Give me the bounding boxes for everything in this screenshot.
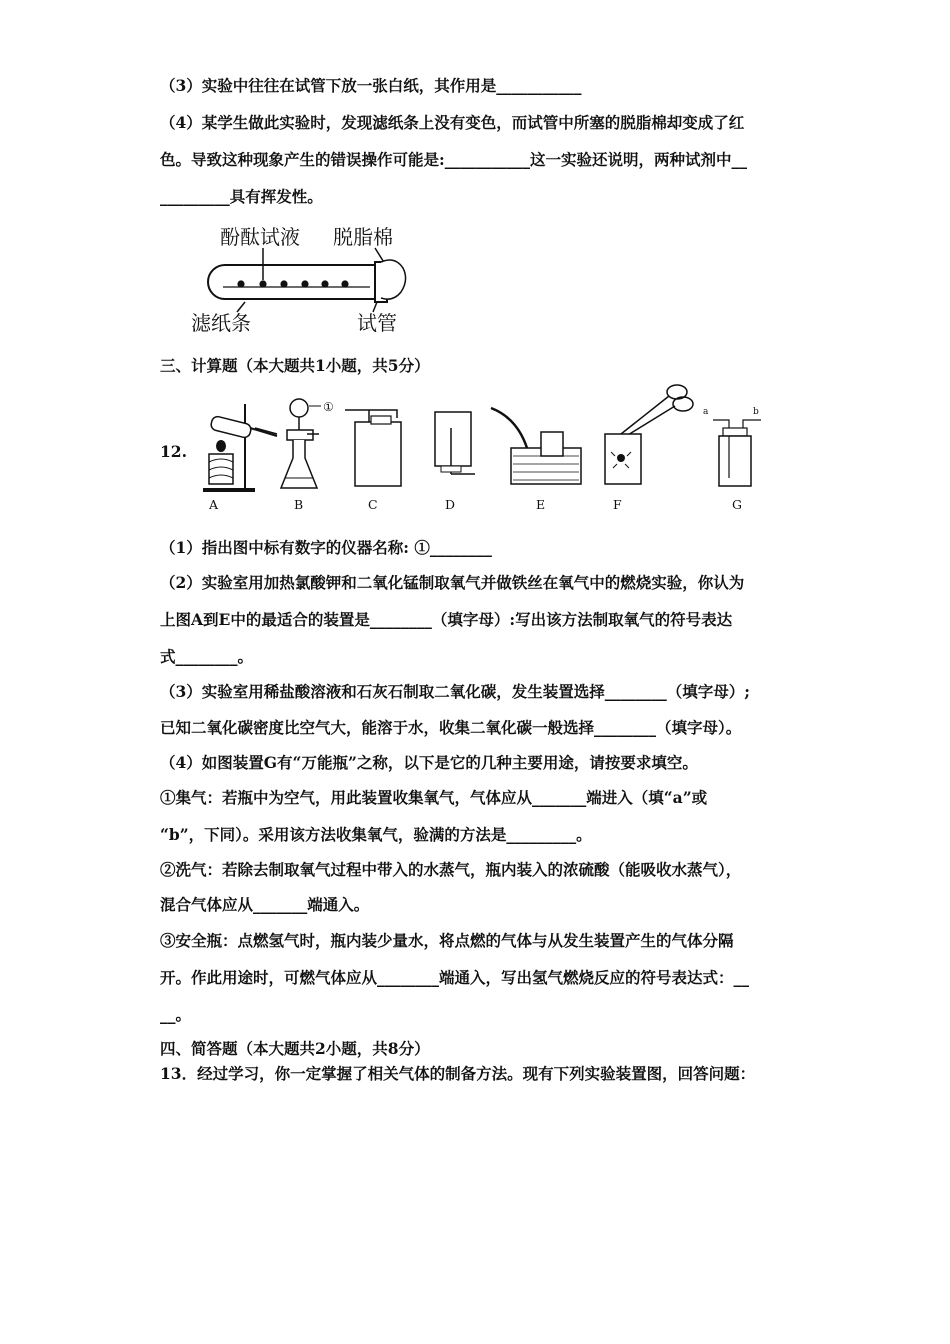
apparatus-figure xyxy=(195,378,775,518)
q12-part4-item1-line1: ①集气：若瓶中为空气，用此装置收集氧气，气体应从_______端进入（填“a”或 xyxy=(160,788,708,807)
cotton-plug xyxy=(381,260,406,299)
q12-part1: （1）指出图中标有数字的仪器名称: ①________ xyxy=(160,538,492,557)
label-a: A xyxy=(209,497,219,512)
label-e: E xyxy=(536,497,546,512)
drop xyxy=(341,280,348,287)
drop xyxy=(280,280,287,287)
marker-1: ① xyxy=(323,400,334,414)
apparatus-a xyxy=(203,404,277,512)
label-f: F xyxy=(613,497,622,512)
label-g: G xyxy=(732,497,742,512)
q13-text: 13．经过学习，你一定掌握了相关气体的制备方法。现有下列实验装置图，回答问题： xyxy=(160,1064,756,1083)
q11-part4-line1: （4）某学生做此实验时，发现滤纸条上没有变色，而试管中所塞的脱脂棉却变成了红 xyxy=(160,113,745,132)
apparatus-c xyxy=(345,410,401,512)
port-a-label: a xyxy=(703,407,709,417)
label-cotton: 脱脂棉 xyxy=(333,225,393,249)
drop xyxy=(259,280,266,287)
drop xyxy=(237,280,244,287)
q12-part4-item3-line1: ③安全瓶：点燃氢气时，瓶内装少量水，将点燃的气体与从发生装置产生的气体分隔 xyxy=(160,931,734,950)
test-tube xyxy=(208,265,375,299)
label-test-tube: 试管 xyxy=(357,311,397,335)
apparatus-e xyxy=(491,408,581,512)
q12-part3-line1: （3）实验室用稀盐酸溶液和石灰石制取二氧化碳，发生装置选择________（填字母）; xyxy=(160,682,751,701)
q11-part4-line3: _________具有挥发性。 xyxy=(160,187,323,206)
q12-part4-item1-line2: “b”，下同）。采用该方法收集氧气，验满的方法是_________。 xyxy=(160,825,592,844)
apparatus-b xyxy=(281,399,334,512)
drop xyxy=(321,280,328,287)
q12-part4-item3-line2: 开。作此用途时，可燃气体应从________端通入，写出氢气燃烧反应的符号表达式：__ xyxy=(160,968,750,987)
apparatus-f xyxy=(605,385,693,512)
label-d: D xyxy=(445,497,456,512)
q12-part2-line3: 式________。 xyxy=(160,647,254,666)
apparatus-g xyxy=(703,407,761,512)
label-b: B xyxy=(294,497,304,512)
label-filter-paper: 滤纸条 xyxy=(191,311,251,335)
q12-part4-intro: （4）如图装置G有“万能瓶”之称，以下是它的几种主要用途，请按要求填空。 xyxy=(160,753,698,772)
label-c: C xyxy=(368,497,378,512)
q12-part2-line1: （2）实验室用加热氯酸钾和二氧化锰制取氧气并做铁丝在氧气中的燃烧实验，你认为 xyxy=(160,573,745,592)
port-b-label: b xyxy=(753,407,759,417)
q12-part2-line2: 上图A到E中的最适合的装置是________（填字母）:写出该方法制取氧气的符号表达 xyxy=(160,610,733,629)
q12-part3-line2: 已知二氧化碳密度比空气大，能溶于水，收集二氧化碳一般选择________（填字母）。 xyxy=(160,718,742,737)
q12-part4-item3-line3: __。 xyxy=(160,1005,192,1024)
q11-part3: （3）实验中往往在试管下放一张白纸，其作用是___________ xyxy=(160,76,582,95)
section-3-heading: 三、计算题（本大题共1小题，共5分） xyxy=(160,356,430,375)
q12-number: 12. xyxy=(160,442,187,461)
label-phenolphthalein: 酚酞试液 xyxy=(220,225,300,249)
q12-part4-item2-line2: 混合气体应从_______端通入。 xyxy=(160,895,370,914)
apparatus-d xyxy=(435,412,475,512)
q12-part4-item2-line1: ②洗气：若除去制取氧气过程中带入的水蒸气，瓶内装入的浓硫酸（能吸收水蒸气）， xyxy=(160,860,742,879)
q11-part4-line2: 色。导致这种现象产生的错误操作可能是:___________这一实验还说明，两种试剂中__ xyxy=(160,150,747,169)
test-tube-figure xyxy=(185,218,415,336)
drop xyxy=(301,280,308,287)
section-4-heading: 四、简答题（本大题共2小题，共8分） xyxy=(160,1039,430,1058)
